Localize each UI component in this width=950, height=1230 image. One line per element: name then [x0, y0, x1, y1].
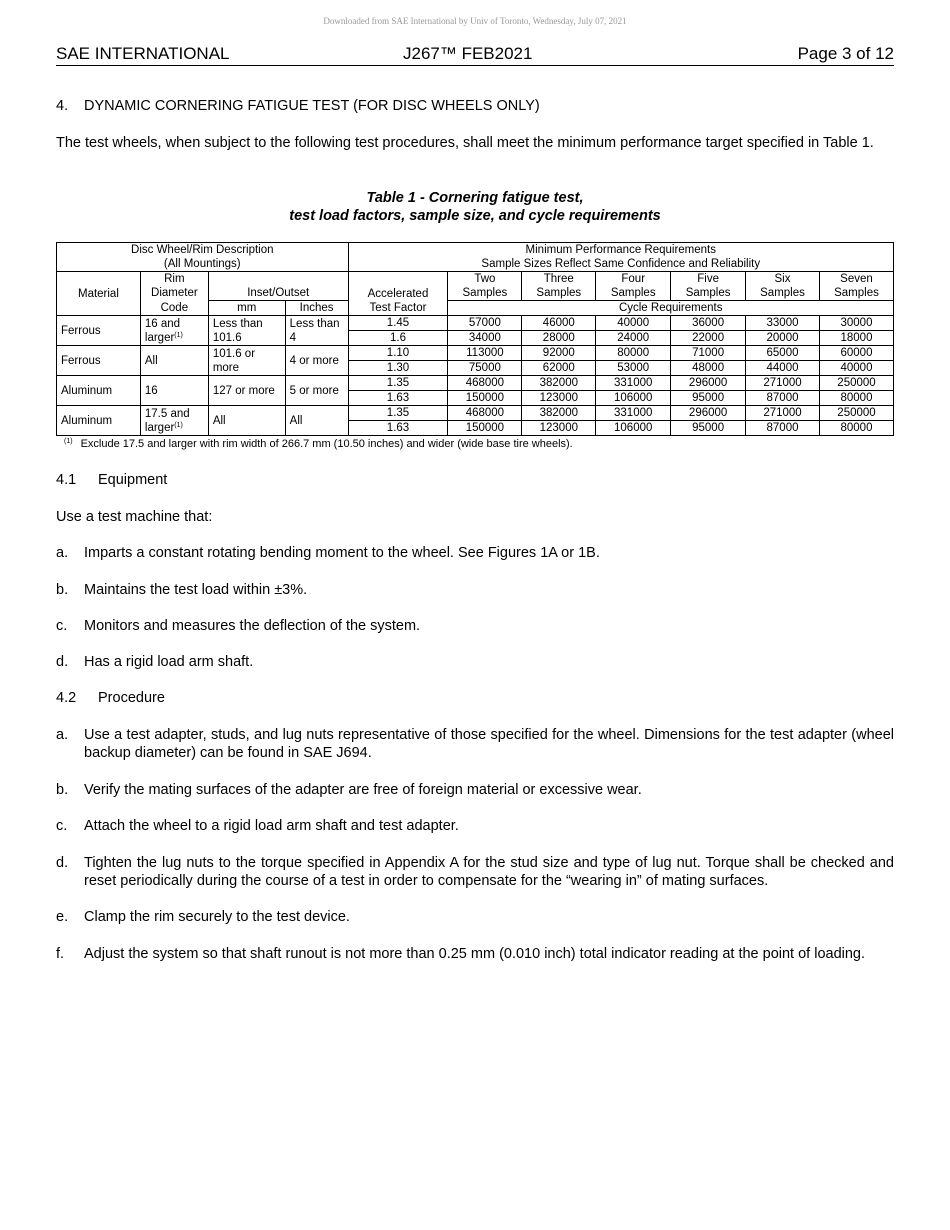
cycle-cell: 150000	[448, 421, 522, 436]
cycle-cell: 46000	[522, 316, 596, 331]
cycle-cell: 36000	[671, 316, 746, 331]
inset-inches-cell	[285, 316, 348, 346]
rim-code-cell	[140, 376, 208, 406]
cycle-cell: 331000	[596, 376, 671, 391]
table-row	[57, 316, 894, 331]
inset-mm-cell	[208, 376, 285, 406]
cycle-cell: 106000	[596, 391, 671, 406]
section-4-title: DYNAMIC CORNERING FATIGUE TEST (FOR DISC WHEELS ONLY)	[84, 98, 540, 114]
samples-five-header	[671, 272, 746, 301]
procedure-item-c	[56, 817, 894, 835]
mm-header: mm	[208, 301, 285, 316]
material-cell	[57, 346, 141, 376]
download-watermark: Downloaded from SAE International by Univ of Toronto, Wednesday, July 07, 2021	[323, 16, 627, 26]
table-row	[57, 346, 894, 361]
cycle-cell: 95000	[671, 391, 746, 406]
cycle-cell: 250000	[819, 406, 893, 421]
test-factor-cell: 1.35	[348, 376, 448, 391]
list-item-text: Clamp the rim securely to the test device.	[84, 909, 350, 925]
equipment-item-a	[56, 544, 894, 562]
list-marker: d.	[56, 855, 69, 871]
procedure-item-f	[56, 945, 894, 963]
cycle-cell: 33000	[746, 316, 820, 331]
cycle-cell: 468000	[448, 376, 522, 391]
section-4-2-heading	[56, 690, 165, 706]
material-header-spacer	[57, 301, 141, 316]
procedure-item-a	[56, 726, 894, 762]
inset-mm-cell-text: Less than 101.6	[212, 317, 263, 344]
list-item-text: Has a rigid load arm shaft.	[84, 654, 254, 670]
footnote-ref: (1)	[174, 421, 183, 429]
cycle-cell: 87000	[746, 421, 820, 436]
list-marker: a.	[56, 727, 69, 743]
cycle-cell: 80000	[819, 391, 893, 406]
section-4-1-heading	[56, 472, 167, 488]
test-factor-cell: 1.63	[348, 391, 448, 406]
test-factor-cell: 1.63	[348, 421, 448, 436]
inset-mm-cell	[208, 346, 285, 376]
cycle-cell: 75000	[448, 361, 522, 376]
cycle-cell: 150000	[448, 391, 522, 406]
footnote-mark: (1)	[64, 438, 73, 445]
inset-header: Inset/Outset	[208, 272, 348, 301]
table-1-caption	[56, 189, 894, 225]
list-marker: f.	[56, 946, 65, 962]
list-item-text: Tighten the lug nuts to the torque specified in Appendix A for the stud size and type of lug nut. Torque shall be checked and reset periodically during the course of a test in order to compensate for the “wearing in” of mating surfaces.	[84, 855, 894, 889]
list-marker: b.	[56, 582, 69, 598]
samples-header-line-2: Samples	[834, 287, 879, 299]
test-factor-cell: 1.30	[348, 361, 448, 376]
footnote-text: Exclude 17.5 and larger with rim width of 266.7 mm (10.50 inches) and wider (wide base tire wheels).	[80, 438, 573, 450]
inset-inches-cell	[285, 346, 348, 376]
list-item-text: Attach the wheel to a rigid load arm shaft and test adapter.	[84, 818, 459, 834]
desc-header-line-1: Disc Wheel/Rim Description	[131, 244, 274, 256]
section-4-1-intro: Use a test machine that:	[56, 509, 213, 525]
inset-inches-cell-text: All	[289, 414, 303, 427]
list-item-text: Use a test adapter, studs, and lug nuts representative of those specified for the wheel. Dimensions for the test adapter (wheel backup diameter) can be found in SAE J694.	[84, 727, 894, 761]
perf-header-line-1: Minimum Performance Requirements	[525, 244, 716, 256]
table-row	[57, 376, 894, 391]
rim-header-line-1: Rim	[164, 273, 185, 286]
cycle-cell: 468000	[448, 406, 522, 421]
rim-code-cell	[140, 346, 208, 376]
samples-header-line-2: Samples	[610, 287, 656, 299]
list-marker: d.	[56, 654, 69, 670]
cycle-cell: 106000	[596, 421, 671, 436]
samples-seven-header	[819, 272, 893, 301]
material-cell-text: Aluminum	[61, 414, 113, 427]
accel-header-line-2: Test Factor	[348, 301, 448, 316]
samples-header-line-2: Samples	[462, 287, 508, 299]
inset-inches-cell-text: 5 or more	[289, 384, 339, 397]
cycle-cell: 40000	[596, 316, 671, 331]
section-4-1-title: Equipment	[98, 472, 168, 488]
inset-inches-cell	[285, 406, 348, 436]
accel-header: Accelerated	[348, 272, 448, 301]
header-doc-id: J267™ FEB2021	[403, 44, 533, 63]
material-cell-text: Ferrous	[61, 324, 101, 337]
cycle-cell: 40000	[819, 361, 893, 376]
test-factor-cell: 1.35	[348, 406, 448, 421]
cycle-cell: 30000	[819, 316, 893, 331]
inset-inches-cell-text: 4 or more	[289, 354, 339, 367]
cycle-cell: 60000	[819, 346, 893, 361]
cycle-cell: 123000	[522, 391, 596, 406]
footnote-ref: (1)	[174, 331, 183, 339]
test-factor-cell: 1.45	[348, 316, 448, 331]
cycle-cell: 57000	[448, 316, 522, 331]
cycle-cell: 113000	[448, 346, 522, 361]
perf-header	[348, 243, 893, 272]
procedure-item-d	[56, 854, 894, 890]
material-cell	[57, 376, 141, 406]
inset-inches-cell-text: Less than 4	[289, 317, 340, 344]
inset-mm-cell-text: 101.6 or more	[212, 347, 256, 374]
cycle-cell: 18000	[819, 331, 893, 346]
rim-header	[140, 272, 208, 301]
procedure-item-e	[56, 908, 894, 926]
cycle-cell: 250000	[819, 376, 893, 391]
samples-header-line-1: Two	[474, 273, 496, 285]
section-4-heading	[56, 98, 540, 114]
rim-code-cell-text: 16	[144, 384, 158, 397]
cycle-cell: 87000	[746, 391, 820, 406]
page-header	[56, 44, 894, 66]
rim-code-cell-text: 17.5 and larger	[144, 407, 190, 434]
section-4-2-number: 4.2	[56, 690, 77, 706]
list-marker: a.	[56, 545, 69, 561]
cycle-cell: 296000	[671, 376, 746, 391]
cycle-cell: 95000	[671, 421, 746, 436]
header-page-number: Page 3 of 12	[797, 44, 894, 63]
test-factor-cell: 1.10	[348, 346, 448, 361]
samples-two-header	[448, 272, 522, 301]
section-4-intro: The test wheels, when subject to the following test procedures, shall meet the minimum performance target specified in Table 1.	[56, 135, 874, 151]
list-item-text: Monitors and measures the deflection of the system.	[84, 618, 421, 634]
cycle-cell: 296000	[671, 406, 746, 421]
rim-code-cell-text: All	[144, 354, 158, 367]
material-cell-text: Aluminum	[61, 384, 113, 397]
cycle-cell: 331000	[596, 406, 671, 421]
samples-six-header	[746, 272, 820, 301]
list-marker: c.	[56, 618, 68, 634]
inset-mm-cell	[208, 316, 285, 346]
samples-header-line-2: Samples	[685, 287, 731, 299]
cycle-cell: 80000	[819, 421, 893, 436]
samples-header-line-1: Seven	[840, 273, 873, 285]
samples-header-line-1: Six	[774, 273, 791, 285]
samples-four-header	[596, 272, 671, 301]
perf-header-line-2: Sample Sizes Reflect Same Confidence and Reliability	[481, 258, 761, 270]
inset-mm-cell	[208, 406, 285, 436]
rim-header-code: Code	[140, 301, 208, 316]
rim-header-line-2: Diameter	[151, 287, 198, 300]
material-cell	[57, 406, 141, 436]
cycle-cell: 123000	[522, 421, 596, 436]
procedure-item-b	[56, 781, 894, 799]
desc-header	[57, 243, 349, 272]
table-1-caption-line-1: Table 1 - Cornering fatigue test,	[366, 190, 584, 206]
inset-inches-cell	[285, 376, 348, 406]
list-marker: e.	[56, 909, 69, 925]
cycle-cell: 382000	[522, 406, 596, 421]
list-item-text: Maintains the test load within ±3%.	[84, 582, 308, 598]
desc-header-line-2: (All Mountings)	[163, 258, 241, 270]
cycle-cell: 80000	[596, 346, 671, 361]
list-item-text: Verify the mating surfaces of the adapter are free of foreign material or excessive wear.	[84, 782, 642, 798]
section-4-1-number: 4.1	[56, 472, 77, 488]
rim-code-cell	[140, 406, 208, 436]
samples-header-line-1: Four	[621, 273, 646, 285]
material-cell-text: Ferrous	[61, 354, 101, 367]
cycle-cell: 62000	[522, 361, 596, 376]
cycle-cell: 48000	[671, 361, 746, 376]
cycle-cell: 34000	[448, 331, 522, 346]
cycle-cell: 382000	[522, 376, 596, 391]
test-factor-cell: 1.6	[348, 331, 448, 346]
cycle-cell: 20000	[746, 331, 820, 346]
section-4-number: 4.	[56, 98, 69, 114]
samples-header-line-2: Samples	[760, 287, 805, 299]
cycle-cell: 44000	[746, 361, 820, 376]
list-marker: c.	[56, 818, 68, 834]
list-item-text: Adjust the system so that shaft runout is not more than 0.25 mm (0.010 inch) total indicator reading at the point of loading.	[84, 946, 866, 962]
cycle-cell: 271000	[746, 376, 820, 391]
list-marker: b.	[56, 782, 69, 798]
cycle-cell: 65000	[746, 346, 820, 361]
cycle-cell: 271000	[746, 406, 820, 421]
equipment-item-c	[56, 617, 894, 635]
cornering-fatigue-table	[56, 242, 894, 436]
rim-code-cell	[140, 316, 208, 346]
equipment-item-d	[56, 653, 894, 671]
inset-mm-cell-text: All	[212, 414, 226, 427]
section-4-2-title: Procedure	[98, 690, 165, 706]
header-org: SAE INTERNATIONAL	[56, 44, 230, 63]
cycle-cell: 22000	[671, 331, 746, 346]
rim-code-cell-text: 16 and larger	[144, 317, 181, 344]
cycle-header: Cycle Requirements	[448, 301, 894, 316]
material-header: Material	[57, 272, 141, 301]
inset-mm-cell-text: 127 or more	[212, 384, 275, 397]
samples-header-line-2: Samples	[536, 287, 582, 299]
table-1-caption-line-2: test load factors, sample size, and cycle requirements	[289, 208, 661, 224]
table-row	[57, 406, 894, 421]
cycle-cell: 53000	[596, 361, 671, 376]
samples-header-line-1: Five	[697, 273, 719, 285]
inches-header: Inches	[285, 301, 348, 316]
table-footnote	[64, 438, 573, 450]
samples-header-line-1: Three	[543, 273, 574, 285]
material-cell	[57, 316, 141, 346]
equipment-item-b	[56, 581, 894, 599]
samples-three-header	[522, 272, 596, 301]
cycle-cell: 71000	[671, 346, 746, 361]
cycle-cell: 28000	[522, 331, 596, 346]
list-item-text: Imparts a constant rotating bending moment to the wheel. See Figures 1A or 1B.	[84, 545, 600, 561]
cycle-cell: 24000	[596, 331, 671, 346]
cycle-cell: 92000	[522, 346, 596, 361]
